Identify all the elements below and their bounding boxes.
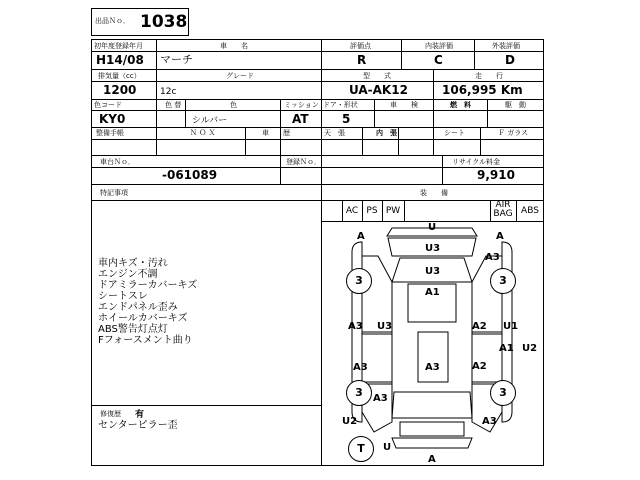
rule: [91, 184, 544, 185]
model-label: 型 式: [363, 72, 391, 80]
damage-code: A: [357, 231, 365, 242]
lot-number: 1038: [140, 12, 188, 32]
equip-pw: PW: [385, 206, 401, 216]
equip-abs: ABS: [521, 206, 539, 216]
rule: [156, 39, 157, 127]
seat-label: シート: [444, 129, 465, 137]
remark-line: シートスレ: [98, 291, 148, 302]
rear-tire: T: [348, 436, 374, 462]
interior-value: C: [434, 53, 443, 67]
first-reg-value: H14/08: [96, 53, 144, 67]
glass-label: Ｆ ガラス: [498, 129, 529, 137]
grade-label: グレード: [226, 72, 254, 80]
remark-line: ドアミラーカバーキズ: [98, 280, 198, 291]
damage-code: A2: [472, 361, 487, 372]
chassis-no-value: -061089: [162, 168, 218, 182]
rule: [91, 99, 544, 100]
rule: [401, 39, 402, 69]
color-code-label: 色コード: [94, 101, 122, 109]
drive-label: 駆 動: [505, 101, 526, 109]
rule: [91, 69, 544, 70]
equipment-label: 装 備: [420, 189, 448, 197]
mission-label: ミッション: [284, 101, 319, 109]
exterior-label: 外装評価: [492, 42, 520, 50]
damage-code: A1: [425, 287, 440, 298]
damage-code: U2: [342, 416, 358, 427]
damage-code: U3: [425, 266, 441, 277]
wheel-front-right: 3: [490, 268, 516, 294]
rule: [91, 51, 544, 52]
grade-value: 12c: [160, 87, 177, 97]
equip-airbag: AIR BAG: [493, 200, 513, 219]
damage-code: A1: [499, 343, 514, 354]
rule: [156, 127, 157, 155]
damage-code: U3: [425, 243, 441, 254]
history-label: 車 歴: [262, 129, 290, 137]
repair-label: 修復歴: [100, 410, 121, 418]
rule: [280, 155, 281, 184]
displacement-value: 1200: [103, 83, 137, 97]
rule: [91, 139, 544, 140]
grade-score-label: 評価点: [350, 42, 371, 50]
interior-label: 内装評価: [425, 42, 453, 50]
rule: [185, 99, 186, 127]
damage-code: A: [428, 454, 436, 465]
rule: [487, 99, 488, 127]
remark-line: エンドパネル歪み: [98, 302, 178, 313]
rule: [245, 127, 246, 155]
remarks-label: 特記事項: [100, 189, 128, 197]
rule: [442, 155, 443, 184]
wheel-rear-left: 3: [346, 380, 372, 406]
color-type-label: 色 替: [165, 101, 182, 109]
damage-code: A2: [472, 321, 487, 332]
chassis-no-label: 車台Ｎｏ．: [100, 158, 135, 166]
roof-label: 天 張: [324, 129, 345, 137]
doors-value: 5: [342, 112, 351, 126]
damage-code: A3: [353, 362, 368, 373]
first-reg-label: 初年度登録年月: [94, 42, 143, 50]
remark-line: ホイールカバーキズ: [98, 313, 188, 324]
damage-code: A3: [482, 416, 497, 427]
equip-ps: PS: [366, 206, 378, 216]
recycle-value: 9,910: [477, 168, 515, 182]
damage-code: A3: [485, 252, 500, 263]
rule: [433, 99, 434, 127]
wheel-front-left: 3: [346, 268, 372, 294]
damage-code: A3: [348, 321, 363, 332]
rule: [433, 69, 434, 99]
rule: [91, 127, 544, 128]
exterior-value: D: [505, 53, 515, 67]
damage-code: A3: [373, 393, 388, 404]
rule: [398, 127, 399, 155]
rule: [91, 405, 321, 406]
damage-code: U: [383, 442, 392, 453]
reg-no-label: 登録Ｎｏ．: [286, 158, 321, 166]
color-value: シルバー: [192, 116, 228, 126]
color-code-value: KY0: [99, 112, 126, 126]
remark-line: ABS警告灯点灯: [98, 324, 168, 335]
damage-code: A: [496, 231, 504, 242]
remark-line: エンジン不調: [98, 269, 158, 280]
repair-value: 有: [135, 410, 145, 420]
rule: [280, 99, 281, 127]
remark-line: 車内キズ・汚れ: [98, 258, 168, 269]
damage-code: U3: [377, 321, 393, 332]
lot-label: 出品Ｎｏ．: [95, 17, 130, 25]
fuel-label: 燃 料: [450, 101, 471, 109]
wheel-rear-right: 3: [490, 380, 516, 406]
rule: [480, 127, 481, 155]
car-name-value: マーチ: [160, 53, 193, 66]
rule: [91, 200, 321, 201]
rule: [404, 200, 405, 221]
rule: [91, 155, 544, 156]
equip-ac: AC: [345, 206, 359, 216]
rule: [91, 81, 544, 82]
doors-label: ドア・形状: [323, 101, 358, 109]
repair-note: センターピラー歪: [98, 420, 178, 431]
rule: [474, 39, 475, 69]
remark-line: Fフォースメント曲り: [98, 335, 193, 346]
maintenance-label: 整備手帳: [96, 129, 124, 137]
mission-value: AT: [292, 112, 309, 126]
mileage-label: 走 行: [475, 72, 503, 80]
mileage-value: 106,995 Km: [442, 83, 523, 97]
model-value: UA-AK12: [349, 83, 408, 97]
displacement-label: 排気量（cc）: [98, 72, 141, 80]
damage-code: U: [428, 222, 437, 233]
damage-code: A3: [425, 362, 440, 373]
color-label: 色: [230, 101, 237, 109]
recycle-label: リサイクル料金: [452, 158, 501, 166]
damage-code: U2: [522, 343, 538, 354]
interior2-label: 内 張: [376, 129, 397, 137]
car-name-label: 車 名: [220, 42, 248, 50]
rule: [362, 127, 363, 155]
rule: [91, 110, 544, 111]
grade-score-value: R: [357, 53, 367, 67]
rule: [433, 127, 434, 155]
rule: [374, 99, 375, 127]
nox-label: Ｎ Ｏ Ｘ: [190, 129, 216, 137]
inspection-label: 車 検: [390, 101, 418, 109]
damage-code: U1: [503, 321, 519, 332]
